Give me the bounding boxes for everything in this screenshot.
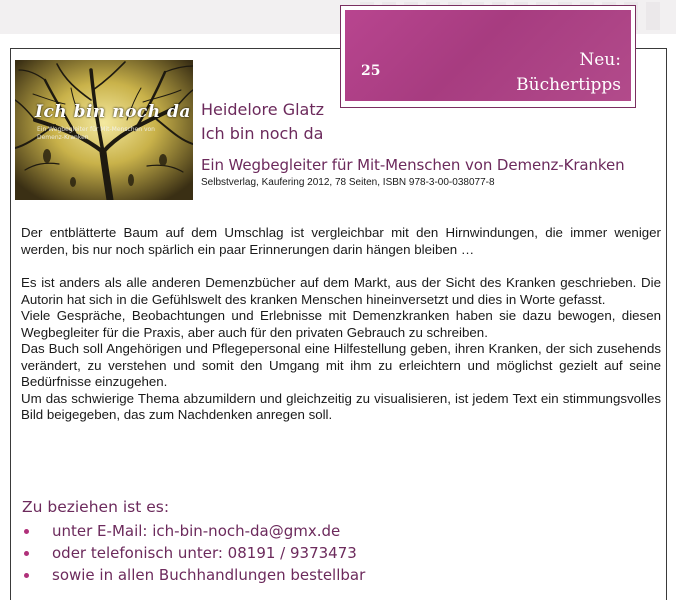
- article-body: [21, 225, 661, 424]
- body-paragraph-3: Das Buch soll Angehörigen und Pflegepersonal eine Hilfestellung geben, ihren Kranken, der sich zusehends verändert, zu verstehen und somit den Umgang mit ihm zu erleichtern und möglichst gezielt auf seine Bedürfnisse einzugehen.: [21, 341, 661, 389]
- ordering-item-phone: [22, 542, 365, 564]
- ordering-section: [22, 498, 365, 586]
- book-cover-image: [15, 60, 193, 200]
- bullet-icon: [24, 551, 29, 556]
- book-title: Ich bin noch da: [201, 124, 324, 143]
- body-paragraph-1: Es ist anders als alle anderen Demenzbücher auf dem Markt, aus der Sicht des Kranken geschrieben. Die Autorin hat sich in die Gefühlswelt des kranken Menschen hineinversetzt und dies in Worte gefasst.: [21, 275, 661, 307]
- ordering-item-bookstores-text: sowie in allen Buchhandlungen bestellbar: [52, 566, 366, 584]
- intro-paragraph: Der entblätterte Baum auf dem Umschlag ist vergleichbar mit den Hirnwindungen, die immer weniger werden, bis nur noch spärlich ein paar Erinnerungen darin hängen bleiben …: [21, 225, 661, 257]
- page-number: 25: [361, 63, 381, 79]
- book-cover-title: Ich bin noch da: [35, 102, 191, 122]
- section-title: [516, 48, 621, 98]
- section-title-line-1: Neu:: [579, 50, 621, 70]
- body-paragraph-2: Viele Gespräche, Beobachtungen und Erlebnisse mit Demenzkranken haben sie dazu bewogen, diesen Wegbegleiter für die Praxis, aber auch für den privaten Gebrauch zu schreiben.: [21, 308, 661, 340]
- bullet-icon: [24, 573, 29, 578]
- body-paragraph-4: Um das schwierige Thema abzumildern und gleichzeitig zu visualisieren, ist jedem Text ein stimmungsvolles Bild beigegeben, das zum Nachdenken anregen soll.: [21, 390, 661, 422]
- section-title-line-2: Büchertipps: [516, 75, 621, 95]
- section-header-tab: [340, 5, 636, 108]
- bullet-icon: [24, 529, 29, 534]
- book-author: Heidelore Glatz: [201, 100, 325, 119]
- ordering-list: [22, 520, 365, 586]
- book-subtitle: Ein Wegbegleiter für Mit-Menschen von Demenz-Kranken: [201, 156, 625, 174]
- book-cover-subtitle: Ein Wegbegleiter für Mit-Menschen von Demenz-Kranken: [37, 126, 155, 141]
- ordering-item-phone-text: oder telefonisch unter: 08191 / 9373473: [52, 544, 357, 562]
- book-publication-details: Selbstverlag, Kaufering 2012, 78 Seiten, ISBN 978-3-00-038077-8: [201, 177, 495, 188]
- ordering-heading: Zu beziehen ist es:: [22, 498, 170, 516]
- section-header-background: [345, 10, 631, 101]
- ordering-item-bookstores: [22, 564, 365, 586]
- ordering-item-email: [22, 520, 365, 542]
- ordering-item-email-text: unter E-Mail: ich-bin-noch-da@gmx.de: [52, 522, 341, 540]
